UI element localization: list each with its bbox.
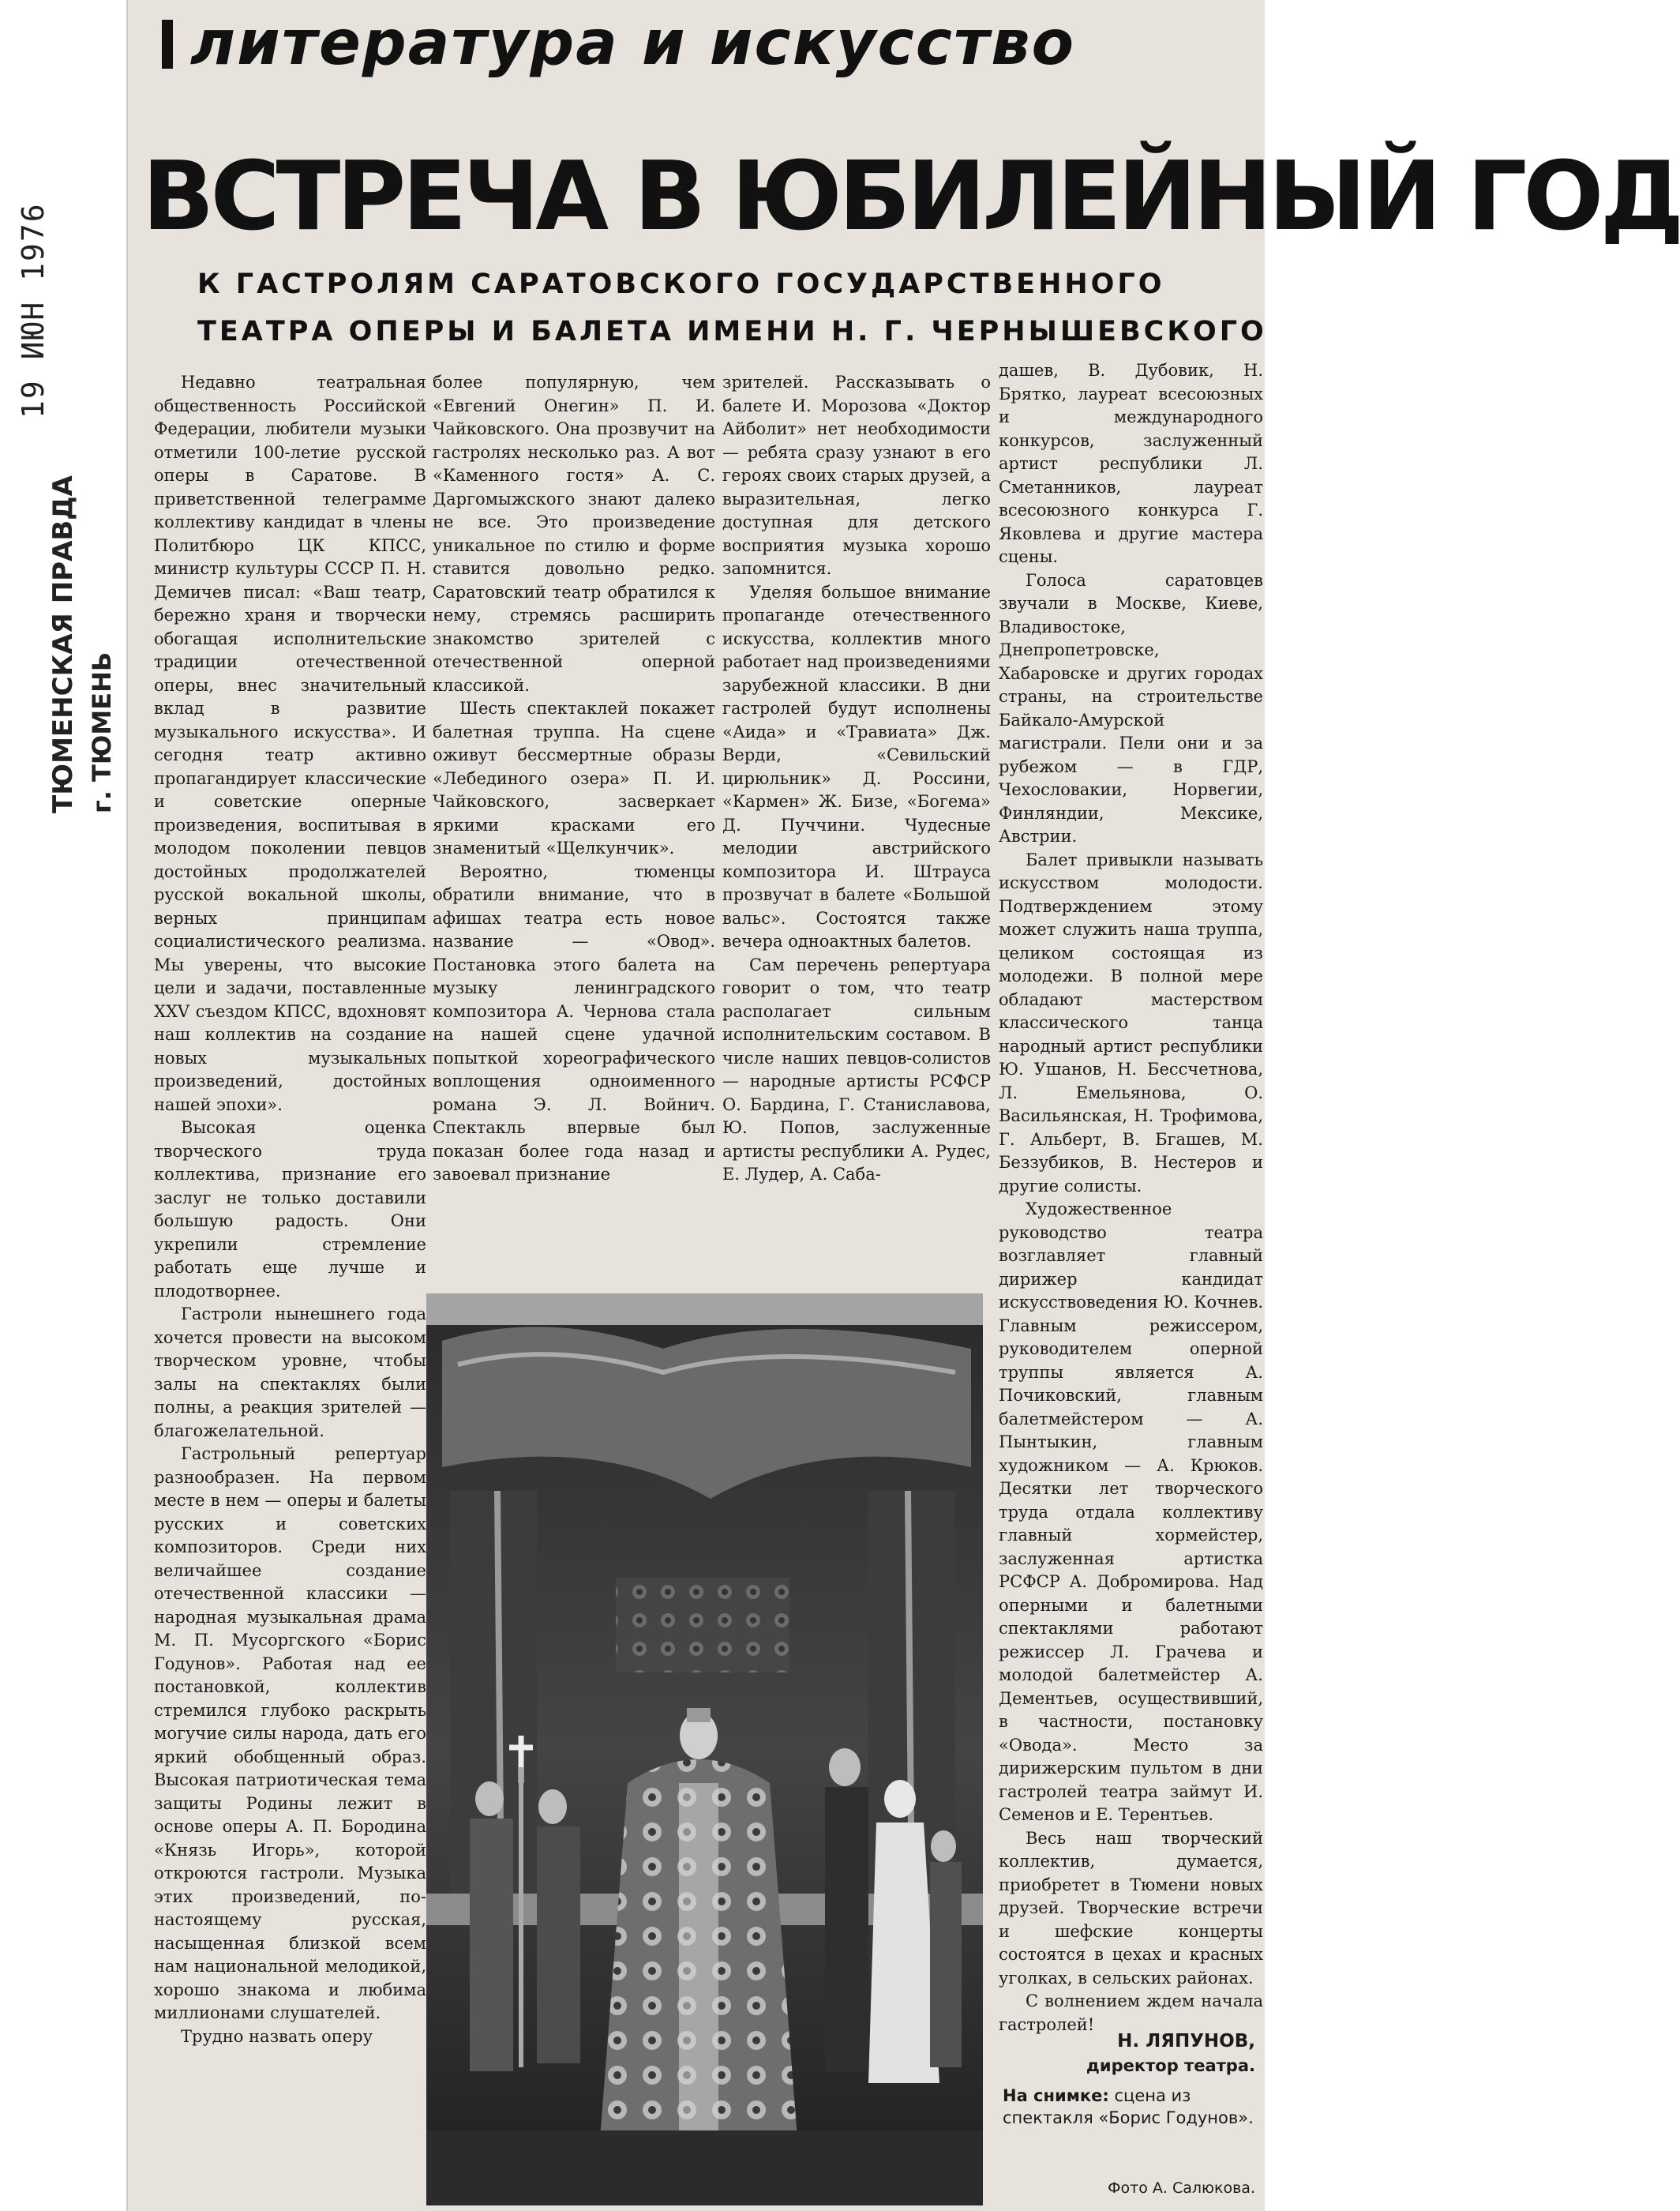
section-rubric [162,8,1251,79]
article-subtitle-line-1: К ГАСТРОЛЯМ САРАТОВСКОГО ГОСУДАРСТВЕННОГО [197,268,1165,300]
photo-caption [1003,2085,1255,2129]
paragraph: Шесть спектаклей покажет балетная труппа. На сцене оживут бессмертные образы «Лебединого озера» П. И. Чайковского, засверкает яркими красками его знаменитый «Щелкунчик». [433,699,715,858]
paragraph: Трудно назвать оперу [181,2026,373,2046]
paragraph: Художественное руководство театра возглавляет главный дирижер кандидат искусствоведения Ю. Кочнев. Главным режиссером, руководителем оперной труппы является А. Почиковский, главным балетмейстером — А. Пынтыкин, главным художником — А. Крюков. Десятки лет творческого труда отдала коллективу главный хормейстер, заслуженная артистка РСФСР А. Добромирова. Над оперными и балетными спектаклями работают режиссер Л. Грачева и молодой балетмейстер А. Дементьев, осуществивший, в частности, постановку «Овода». Место за дирижерским пультом в дни гастролей театра займут И. Семенов и Е. Терентьев. [999,1199,1263,1824]
text-column-3 [722,371,991,1279]
text-column-4 [999,359,1263,2120]
paragraph: Гастроли нынешнего года хочется провести на высоком творческом уровне, чтобы залы на спектаклях были полны, а реакция зрителей — благожелательной. [154,1304,426,1440]
stamp-date: 19 ИЮН 1976 [16,202,51,419]
caption-text: сцена из спектакля «Борис Годунов». [1003,2086,1254,2127]
stamp-city: г. ТЮМЕНЬ [87,651,117,813]
photo-illustration [426,1293,983,2205]
paragraph: Весь наш творческий коллектив, думается, приобретет в Тюмени новых друзей. Творческие встречи и шефские концерты состоятся в цехах и красных уголках, в сельских районах. [999,1828,1263,1988]
paragraph: Недавно театральная общественность Российской Федерации, любители музыки отметили 100-летие русской оперы в Саратове. В приветственной телеграмме коллективу кандидат в члены Политбюро ЦК КПСС, министр культуры СССР П. Н. Демичев писал: «Ваш театр, бережно храня и творчески обогащая исполнительские традиции отечественной оперы, внес значительный вклад в развитие музыкального искусства». И сегодня театр активно пропагандирует классические и советские оперные произведения, воспитывая в молодом поколении певцов достойных продолжателей русской вокальной школы, верных принципам социалистического реализма. Мы уверены, что высокие цели и задачи, поставленные XXV съездом КПСС, вдохновят наш коллектив на создание новых музыкальных произведений, достойных нашей эпохи». [154,373,426,1114]
paragraph: Вероятно, тюменцы обратили внимание, что в афишах театра есть новое название — «Овод». Постановка этого балета на музыку ленинградского композитора А. Чернова стала на нашей сцене удачной попыткой хореографического воплощения одноименного романа Э. Л. Войнич. Спектакль впервые был показан более года назад и завоевал признание [433,862,715,1184]
paragraph: Балет привыкли называть искусством молодости. Подтверждением этому может служить наша труппа, целиком состоящая из молодежи. В полной мере обладают мастерством классического танца народный артист республики Ю. Ушанов, Н. Бессчетнова, Л. Емельянова, О. Васильянская, Н. Трофимова, Г. Альберт, В. Бгашев, М. Беззубиков, В. Нестеров и другие солисты. [999,850,1263,1196]
stamp-newspaper: ТЮМЕНСКАЯ ПРАВДА [47,475,79,813]
photo-credit: Фото А. Салюкова. [1108,2179,1255,2197]
paragraph: Голоса саратовцев звучали в Москве, Киеве, Владивостоке, Днепропетровске, Хабаровске и других городах страны, на строительстве Байкало-Амурской магистрали. Пели они и за рубежом — в ГДР, Чехословакии, Норвегии, Финляндии, Мексике, Австрии. [999,570,1263,846]
paragraph: зрителей. Рассказывать о балете И. Морозова «Доктор Айболит» нет необходимости — ребята сразу узнают в его героях своих старых друзей, а выразительная, легко доступная для детского восприятия музыка хорошо запомнится. [722,373,991,578]
paragraph: С волнением ждем начала гастролей! [999,1991,1263,2034]
paragraph: Сам перечень репертуара говорит о том, что театр располагает сильным исполнительским составом. В числе наших певцов-солистов — народные артисты РСФСР О. Бардина, Г. Станиславова, Ю. Попов, заслуженные артисты республики А. Рудес, Е. Лудер, А. Саба- [722,955,991,1184]
article-headline: ВСТРЕЧА В ЮБИЛЕЙНЫЙ ГОД [142,142,1680,252]
paragraph: Высокая оценка творческого труда коллектива, признание его заслуг не только доставили большую радость. Они укрепили стремление работать еще лучше и плодотворнее. [154,1118,426,1301]
paragraph: более популярную, чем «Евгений Онегин» П. И. Чайковского. Она прозвучит на гастролях несколько раз. А вот «Каменного гостя» А. С. Даргомыжского знают далеко не все. Это произведение уникальное по стилю и форме ставится довольно редко. Саратовский театр обратился к нему, стремясь расширить знакомство зрителей с отечественной оперной классикой. [433,373,715,695]
article-subtitle-line-2: ТЕАТРА ОПЕРЫ И БАЛЕТА ИМЕНИ Н. Г. ЧЕРНЫШЕВСКОГО [197,316,1267,347]
rubric-bar [162,20,173,69]
paragraph: Уделяя большое внимание пропаганде отечественного искусства, коллектив много работает над произведениями зарубежной классики. В дни гастролей будут исполнены «Аида» и «Травиата» Дж. Верди, «Севильский цирюльник» Д. Россини, «Кармен» Ж. Бизе, «Богема» Д. Пуччини. Чудесные мелодии австрийского композитора И. Штрауса прозвучат в балете «Большой вальс». Состоятся также вечера одноактных балетов. [722,582,991,951]
paragraph: дашев, В. Дубовик, Н. Брятко, лауреат всесоюзных и международного конкурсов, заслуженный артист республики Л. Сметанников, лауреат всесоюзного конкурса Г. Яковлева и другие мастера сцены. [999,361,1263,566]
text-column-1 [154,371,426,2203]
paragraph: Гастрольный репертуар разнообразен. На первом месте в нем — оперы и балеты русских и советских композиторов. Среди них величайшее создание отечественной классики — народная музыкальная драма М. П. Мусоргского «Борис Годунов». Работая над ее постановкой, коллектив стремился глубоко раскрыть могучие силы народа, дать его яркий обобщенный образ. Высокая патриотическая тема защиты Родины лежит в основе оперы А. П. Бородина «Князь Игорь», которой откроются гастроли. Музыка этих произведений, по-настоящему русская, насыщенная близкой всем нам национальной мелодикой, хорошо знакома и любима миллионами слушателей. [154,1444,426,2022]
text-column-2 [433,371,715,1279]
archive-stamp [0,0,126,2211]
author-name: Н. ЛЯПУНОВ, [1117,2031,1255,2051]
caption-lead: На снимке: [1003,2086,1109,2105]
opera-scene-photo [426,1293,983,2205]
rubric-text: литература и искусство [190,8,1076,79]
author-role: директор театра. [1086,2056,1255,2075]
